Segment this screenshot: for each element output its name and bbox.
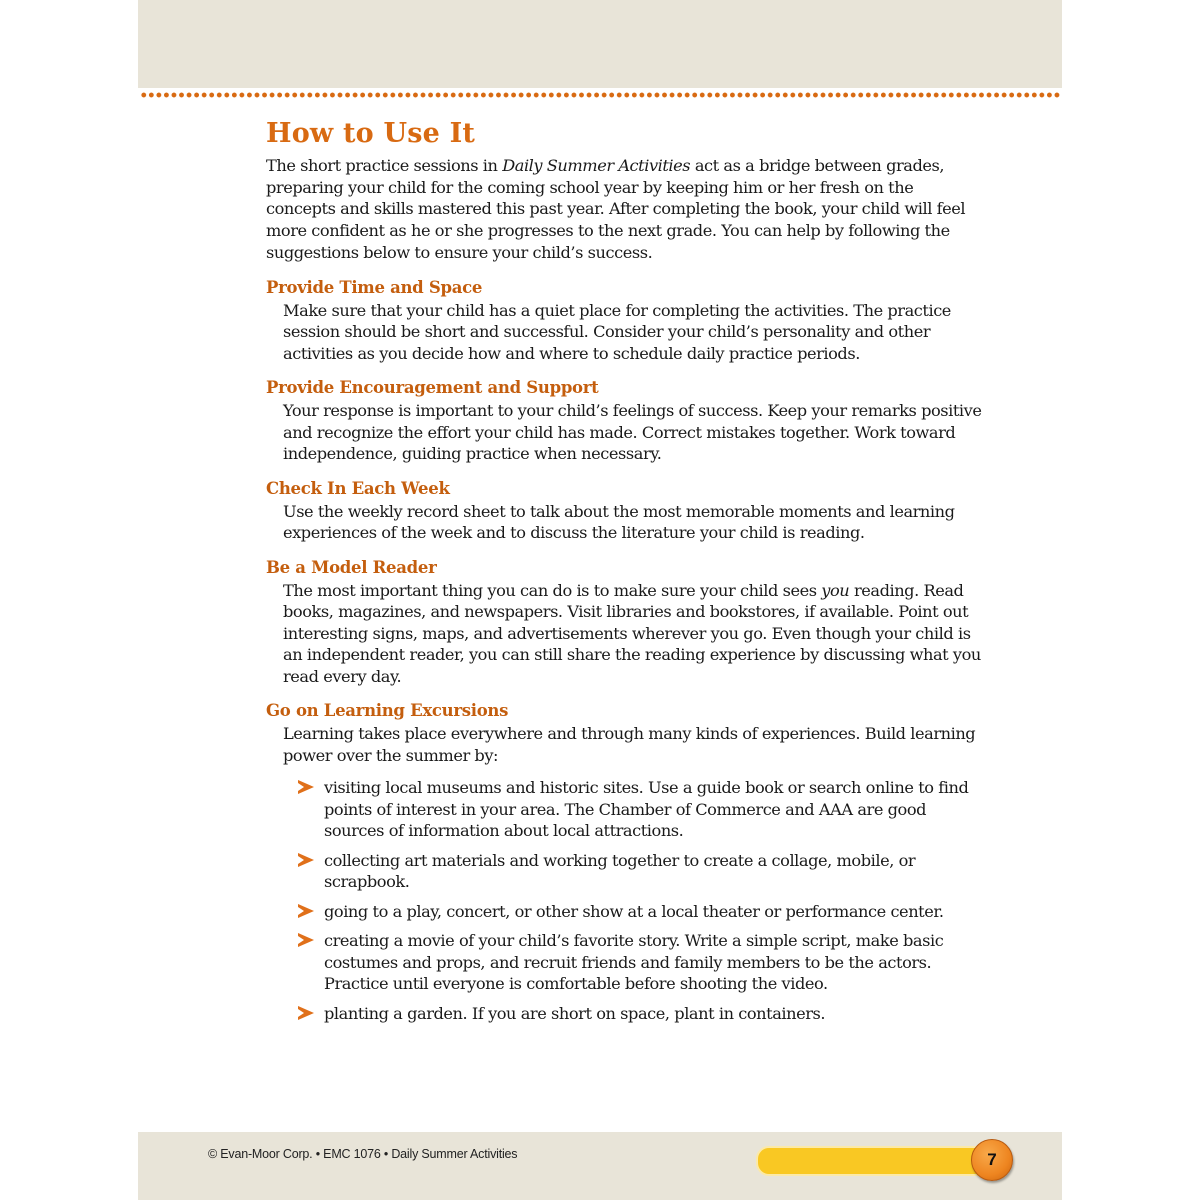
page-title: How to Use It (266, 118, 476, 149)
list-item-text: planting a garden. If you are short on space, plant in containers. (324, 1003, 826, 1023)
section-heading: Check In Each Week (266, 478, 450, 498)
section-body: Learning takes place everywhere and through many kinds of experiences. Build learning power over the summer by: (283, 724, 976, 765)
body-text: The most important thing you can do is to make sure your child sees (283, 580, 822, 600)
list-item-text: collecting art materials and working together to create a collage, mobile, or scrapbook. (324, 850, 916, 892)
list-item (298, 850, 986, 893)
section-heading: Provide Time and Space (266, 277, 483, 297)
list-item (298, 930, 986, 995)
list-item-text: visiting local museums and historic sites. Use a guide book or search online to find points of interest in your area. The Chamber of Commerce and AAA are good sources of information about local attractions. (324, 778, 969, 841)
footer-band (138, 1132, 1062, 1200)
list-item-text: creating a movie of your child’s favorite story. Write a simple script, make basic costumes and props, and recruit friends and family members to be the actors. Practice until everyone is comfortable before shooting the video. (324, 931, 944, 994)
excursion-list (298, 777, 986, 1024)
emphasis-you: you (821, 580, 850, 600)
list-item (298, 901, 986, 923)
arrow-bullet-icon (298, 1006, 314, 1020)
intro-text-cont: act as a bridge between grades, preparing your child for the coming school year by keeping him or her fresh on the concepts and skills mastered this past year. After completing the book, your child will feel more confident as he or she progresses to the next grade. You can help by following the suggestions below to ensure your child’s success. (266, 156, 966, 262)
intro-text: The short practice sessions in (266, 156, 503, 175)
dotted-divider (140, 91, 1060, 99)
list-item (298, 1003, 986, 1025)
arrow-bullet-icon (298, 853, 314, 867)
page-content (266, 118, 986, 1032)
section-body (283, 580, 986, 688)
arrow-bullet-icon (298, 904, 314, 918)
section-heading: Provide Encouragement and Support (266, 378, 599, 398)
section-body: Your response is important to your child’s feelings of success. Keep your remarks positive and recognize the effort your child has made. Correct mistakes together. Work toward independence, guiding practice when necessary. (283, 401, 982, 464)
body-text-cont: reading. Read books, magazines, and newspapers. Visit libraries and bookstores, if available. Point out interesting signs, maps, and advertisements wherever you go. Even though your child is an independent reader, you can still share the reading experience by discussing what you read every day. (283, 580, 981, 686)
header-band (138, 0, 1062, 88)
section-heading: Go on Learning Excursions (266, 701, 509, 721)
section-excursions (266, 701, 986, 1024)
section-check-in (266, 479, 986, 544)
arrow-bullet-icon (298, 780, 314, 794)
section-model-reader (266, 558, 986, 688)
book-title-italic: Daily Summer Activities (502, 156, 691, 175)
list-item (298, 777, 986, 842)
section-body: Make sure that your child has a quiet place for completing the activities. The practice session should be short and successful. Consider your child’s personality and other activities as you decide how and where to schedule daily practice periods. (283, 300, 951, 363)
copyright-credit: © Evan-Moor Corp. • EMC 1076 • Daily Summer Activities (208, 1147, 518, 1161)
intro-paragraph (266, 155, 986, 264)
page-number-bar (756, 1146, 990, 1176)
section-encouragement (266, 378, 986, 465)
section-time-space (266, 278, 986, 365)
page-number-badge: 7 (971, 1139, 1013, 1181)
section-heading: Be a Model Reader (266, 557, 437, 577)
list-item-text: going to a play, concert, or other show at a local theater or performance center. (324, 901, 944, 921)
section-body: Use the weekly record sheet to talk about the most memorable moments and learning experiences of the week and to discuss the literature your child is reading. (283, 501, 955, 543)
arrow-bullet-icon (298, 933, 314, 947)
